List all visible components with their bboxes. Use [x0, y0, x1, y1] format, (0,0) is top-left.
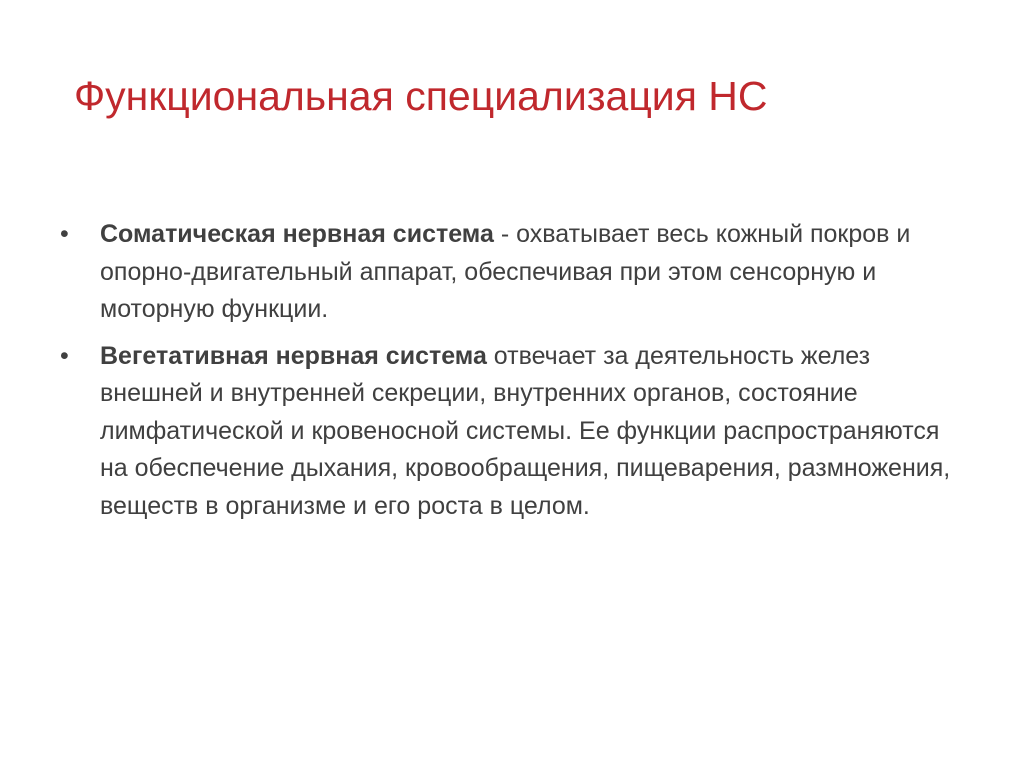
- bullet-dot-icon: •: [60, 220, 69, 248]
- bullet-term: Вегетативная нервная система: [100, 341, 487, 370]
- bullet-text: - охватывает весь кожный покров и опорно-двигательный аппарат, обеспечивая при этом сенсорную и моторную функции.: [100, 220, 911, 323]
- bullet-term: Соматическая нервная система: [100, 220, 494, 248]
- bullet-list: [60, 216, 960, 534]
- bullet-item-somatic: [60, 216, 960, 329]
- slide-title: Функциональная специализация НС: [74, 73, 768, 119]
- bullet-item-autonomic: [60, 338, 960, 526]
- bullet-dot-icon: •: [60, 341, 69, 370]
- bullet-text: отвечает за деятельность желез внешней и внутренней секреции, внутренних органов, состояние лимфатической и кровеносной системы. Ее функции распространяются на обеспечение дыхания, кровообращения, пищеварения, размножения, веществ в организме и его роста в целом.: [100, 341, 951, 520]
